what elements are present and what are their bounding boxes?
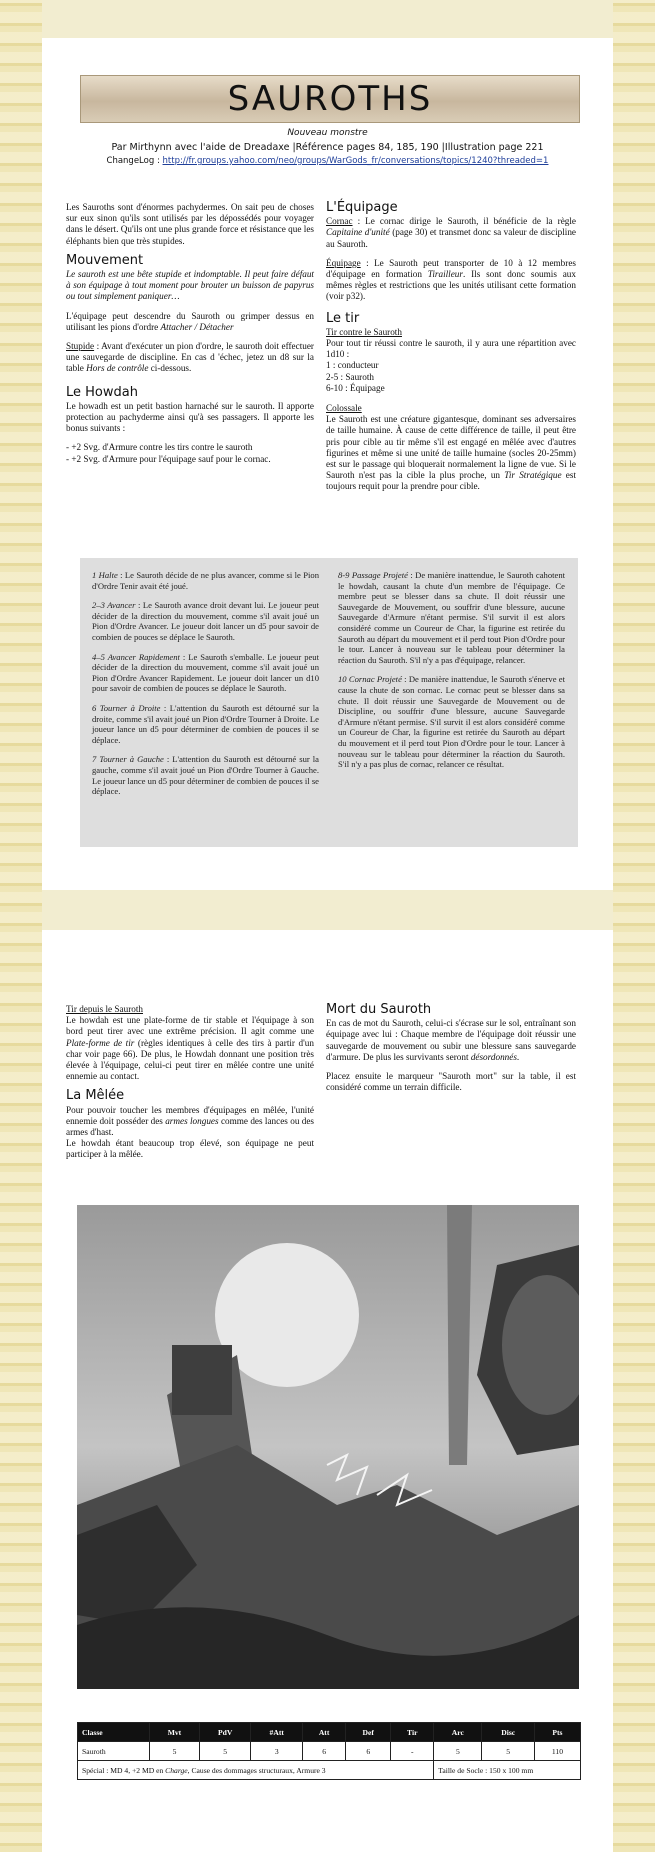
melee-heading: La Mêlée <box>66 1088 125 1104</box>
stupide-body: : Avant d'exécuter un pion d'ordre, le sauroth doit effectuer une sauvegarde de discipline. En cas d 'échec, jetez un d8 sur la table <box>66 341 314 374</box>
result-head: 4–5 Avancer Rapidement <box>92 651 180 662</box>
result-avancer-rapidement <box>92 652 319 694</box>
page-1 <box>42 38 613 890</box>
cell-tir: - <box>391 1742 434 1761</box>
socle-size: Taille de Socle : 150 x 100 mm <box>434 1761 581 1780</box>
capitaine-unite: Capitaine d'unité <box>326 227 390 238</box>
tir-heading: Le tir <box>326 310 360 326</box>
result-head: 10 Cornac Projeté <box>338 674 402 685</box>
changelog-label: ChangeLog : <box>106 156 160 166</box>
tir-repartition-3: 6-10 : Équipage <box>326 382 385 393</box>
sauroth-illustration <box>77 1205 579 1689</box>
header-mvt: Mvt <box>150 1723 200 1742</box>
colossale-label: Colossale <box>326 403 362 414</box>
equipage-body-b: . Ils sont donc soumis aux mêmes règles et restrictions que les unités utilisant cette formation (voir p32). <box>326 269 576 302</box>
mort-b: . <box>516 1051 520 1062</box>
result-halte <box>92 570 319 591</box>
stats-table <box>77 1722 581 1780</box>
result-text: : L'attention du Sauroth est détourné sur la droite, comme s'il avait joué un Pion d'Ordre Tourner à Droite. Le joueur lance un d5 pour déterminer de combien de pouces il se déplace. <box>92 702 319 745</box>
result-text: : De manière inattendue, le Sauroth s'énerve et cause la chute de son cornac. Le cornac peut se blesser dans sa chute. Il doit réussir une Sauvegarde de Mouvement ou de Discipline, ou souffrir d'une blessure, aucune Sauvegarde d'Armure n'étant permise. S'il survit il est alors considéré comme un Coureur de Char, la figurine est retirée du Sauroth au départ du mouvement et il perd tout Pion d'Ordre pour le tour. Lancer à nouveau sur le tableau pour déterminer la réaction du Sauroth. S'il n'y a pas plus de cornac, relancer ce résultat. <box>338 674 565 770</box>
illustration-art <box>77 1205 579 1689</box>
stupide-label: Stupide <box>66 341 95 352</box>
colossale-tail: est toujours requit pour la prendre pour cible. <box>326 470 576 492</box>
page-title: SAUROTHS <box>227 79 433 119</box>
cell-pdv: 5 <box>199 1742 251 1761</box>
result-tourner-gauche <box>92 754 319 796</box>
tir-label: Tir contre le Sauroth <box>326 326 402 337</box>
tir-strategique: Tir Stratégique <box>504 470 562 481</box>
attacher-detacher: Attacher / Détacher <box>160 321 234 332</box>
p2-left-column <box>66 1004 314 1161</box>
left-column <box>66 202 314 465</box>
tir-depuis-text <box>66 1015 314 1082</box>
special-b: , Cause des dommages structuraux, Armure 3 <box>187 1765 326 1775</box>
result-avancer <box>92 600 319 642</box>
result-head: 8-9 Passage Projeté <box>338 570 408 580</box>
equipage-heading: L'Équipage <box>326 200 398 215</box>
cell-natt: 3 <box>251 1742 303 1761</box>
melee-b: comme des lances ou des armes d'hast. <box>66 1115 314 1138</box>
right-papyrus-border <box>613 0 655 1852</box>
cornac-body-a: : Le cornac dirige le Sauroth, il bénéficie de la règle <box>352 216 576 227</box>
right-column <box>326 202 576 501</box>
result-text: : De manière inattendue, le Sauroth cahotent le howdah, causant la chute d'un membre de l'équipage. Ce membre peut se blesser dans sa chute. Il doit réussir une Sauvegarde de Mouvement, ou souffrir d'une blessure, aucune Sauvegarde d'Armure n'étant permise. S'il survit il est alors considéré comme un Coureur de Char, la figurine est retirée du Sauroth au départ du mouvement et il perd tout Pion d'Ordre pour le tour. Lancer à nouveau sur le tableau pour déterminer la réaction du Sauroth. S'il n'y a pas d'équipage, relancer. <box>338 570 566 665</box>
mouvement-text-a: L'équipage peut descendre du Sauroth ou grimper dessus en utilisant les pions d'ordre <box>66 310 314 332</box>
result-head: 1 Halte <box>92 570 118 580</box>
mort-heading: Mort du Sauroth <box>326 1002 432 1017</box>
page-2 <box>42 930 613 1852</box>
stats-row <box>78 1742 581 1761</box>
intro-text: Les Sauroths sont d'énormes pachydermes. On sait peu de choses sur eux sinon qu'ils sont utilisés par les dépossédés pour voyager dans le désert. Qu'ils ont une plus grande force et résistance que les éléphants bien que très stupides. <box>66 202 314 246</box>
result-cornac-projete <box>338 674 565 769</box>
plate-forme-tir: Plate-forme de tir <box>66 1037 135 1048</box>
cell-arc: 5 <box>434 1742 482 1761</box>
stats-special-row <box>78 1761 581 1780</box>
hors-controle-right <box>338 570 565 779</box>
header-att: Att <box>303 1723 346 1742</box>
cell-def: 6 <box>346 1742 391 1761</box>
mort-a: En cas de mot du Sauroth, celui-ci s'écrase sur le sol, entraînant son équipage avec lui : Chaque membre de l'équipage doit réussir une sauvegarde de mouvement ou subir une blessure sans sauvegarde d'armure. De plus les survivants seront <box>326 1018 576 1062</box>
equipage-text <box>326 258 576 303</box>
tir-depuis-b: (règles identiques à celle des tirs à partir d'un char voir page 66). De plus, le Howdah donnant une position très élevée à l'équipage, celui-ci peut tirer en mêlée contre une unité ennemie au contact. <box>66 1037 314 1082</box>
header-tir: Tir <box>391 1723 434 1742</box>
cell-disc: 5 <box>482 1742 534 1761</box>
stupide-tail: ci-dessous. <box>148 363 192 374</box>
result-text: : Le Sauroth décide de ne plus avancer, comme si le Pion d'Ordre Tenir avait été joué. <box>92 570 319 591</box>
mouvement-heading: Mouvement <box>66 252 144 268</box>
header-disc: Disc <box>482 1723 534 1742</box>
melee-text-2: Le howdah étant beaucoup trop élevé, son équipage ne peut participer à la mêlée. <box>66 1138 314 1160</box>
changelog-link[interactable]: http://fr.groups.yahoo.com/neo/groups/WarGods_fr/conversations/topics/1240?threaded=1 <box>162 156 549 166</box>
credits: Par Mirthynn avec l'aide de Dreadaxe |Référence pages 84, 185, 190 |Illustration page 221 <box>111 142 544 153</box>
howdah-heading: Le Howdah <box>66 384 138 400</box>
tir-repartition-1: 1 : conducteur <box>326 360 379 371</box>
stupide-text <box>66 341 314 375</box>
result-text: : Le Sauroth s'emballe. Le joueur peut décider de la direction du mouvement, comme s'il avait joué un Pion d'Ordre Avancer Rapidement. Le joueur doit lancer un d10 pour savoir de combien de pouces se déplace le Sauroth. <box>92 651 319 694</box>
tirailleur: Tirailleur <box>427 269 463 280</box>
colossale-body: Le Sauroth est une créature gigantesque, dominant ses adversaires de taille humaine. À cause de cette différence de taille, il peut être pris pour cible au tir même s'il est engagé en mêlée avec d'autres figurines et même si une unité de taille humaine (socles 20-25mm) est sur le passage qui bloquerait normalement la ligne de vue. Si le Sauroth n'est pas la cible la plus proche, un <box>326 414 576 481</box>
result-tourner-droite <box>92 703 319 745</box>
tir-depuis-label: Tir depuis le Sauroth <box>66 1004 143 1014</box>
howdah-bonus-1: - +2 Svg. d'Armure contre les tirs contre le sauroth <box>66 442 253 453</box>
left-papyrus-border <box>0 0 42 1852</box>
special-rules <box>78 1761 434 1780</box>
cell-pts: 110 <box>534 1742 580 1761</box>
equipage-body-a: : Le Sauroth peut transporter de 10 à 12 membres d'équipage en formation <box>326 257 576 280</box>
cornac-text <box>326 216 576 250</box>
hors-controle-left <box>92 570 319 806</box>
special-charge: Charge <box>165 1765 188 1775</box>
header-pdv: PdV <box>199 1723 251 1742</box>
melee-a: Pour pouvoir toucher les membres d'équipages en mêlée, l'unité ennemie doit posséder des <box>66 1104 314 1126</box>
result-text: : Le Sauroth avance droit devant lui. Le joueur peut décider de la direction du mouvement, comme s'il avait joué un Pion d'Ordre Avancer. Le joueur doit lancer un d5 pour savoir de combien de pouces se déplace le Sauroth. <box>92 600 319 642</box>
result-text: : L'attention du Sauroth est détourné sur la gauche, comme s'il avait joué un Pion d'Ordre Tourner à Gauche. Le joueur lance un d5 pour déterminer de combien de pouces il se déplace. <box>92 754 319 797</box>
howdah-bonus-2: - +2 Svg. d'Armure pour l'équipage sauf pour le cornac. <box>66 453 271 464</box>
header-natt: #Att <box>251 1723 303 1742</box>
title-banner <box>80 75 580 123</box>
cornac-body-b: (page 30) et transmet donc sa valeur de discipline au Sauroth. <box>326 227 577 249</box>
result-head: 2–3 Avancer <box>92 600 136 611</box>
result-head: 6 Tourner à Droite <box>92 702 161 713</box>
special-a: Spécial : MD 4, +2 MD en <box>82 1765 166 1775</box>
cell-att: 6 <box>303 1742 346 1761</box>
header-pts: Pts <box>534 1723 580 1742</box>
colossale-text <box>326 414 576 492</box>
changelog <box>42 156 613 166</box>
tir-text: Pour tout tir réussi contre le sauroth, il y aura une répartition avec 1d10 : <box>326 338 576 360</box>
tir-repartition-2: 2-5 : Sauroth <box>326 371 374 382</box>
tir-depuis-a: Le howdah est une plate-forme de tir stable et l'équipage à son bord peut tirer avec une extrême précision. Il agit comme une <box>66 1015 314 1037</box>
hors-controle-table <box>80 558 578 847</box>
mouvement-italic-text: Le sauroth est une bête stupide et indomptable. Il peut faire défaut à son équipage à tout moment pour brouter un buisson de papyrus ou tout simplement paniquer… <box>66 269 314 302</box>
result-head: 7 Tourner à Gauche <box>92 754 164 765</box>
armes-longues: armes longues <box>165 1115 219 1126</box>
header-classe: Classe <box>78 1723 150 1742</box>
equipage-label: Équipage <box>326 257 361 268</box>
cornac-label: Cornac <box>326 216 353 227</box>
p2-right-column <box>326 1004 576 1101</box>
melee-text <box>66 1105 314 1139</box>
header-def: Def <box>346 1723 391 1742</box>
stats-header-row <box>78 1723 581 1742</box>
mouvement-text <box>66 311 314 333</box>
cell-mvt: 5 <box>150 1742 200 1761</box>
hors-de-controle: Hors de contrôle <box>86 363 149 374</box>
header-arc: Arc <box>434 1723 482 1742</box>
desordonnes: désordonnés <box>470 1051 517 1062</box>
cell-classe: Sauroth <box>78 1742 150 1761</box>
subtitle: Nouveau monstre <box>287 128 368 138</box>
result-passage-projete <box>338 570 565 665</box>
howdah-text: Le howadh est un petit bastion harnaché sur le sauroth. Il apporte protection au pachyderme ainsi qu'à ses passagers. Il apporte les bonus suivants : <box>66 400 314 434</box>
mort-text <box>326 1018 576 1063</box>
mort-text-2: Placez ensuite le marqueur "Sauroth mort" sur la table, il est considéré comme un terrain difficile. <box>326 1071 576 1093</box>
